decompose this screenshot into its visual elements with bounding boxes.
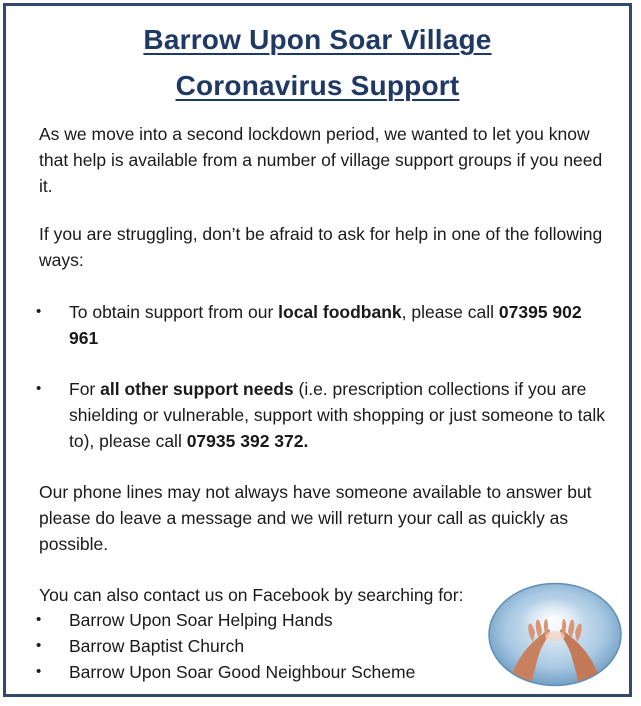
support-phone: 07935 392 372. [186, 431, 309, 451]
bullet-dot: • [36, 663, 42, 680]
facebook-group-item: Barrow Upon Soar Helping Hands [69, 610, 333, 630]
bullet-dot: • [36, 611, 42, 628]
facebook-group-item: Barrow Baptist Church [69, 636, 245, 656]
helping-hands-image [487, 582, 623, 687]
foodbank-phone: 07395 902 961 [69, 302, 582, 348]
bullet-text: (i.e. prescription collections if you are shielding or vulnerable, support with shopping or just someone to talk to), please call [69, 379, 606, 451]
bullet-text: , please call [401, 302, 499, 322]
facebook-group-item: Barrow Upon Soar Good Neighbour Scheme [69, 662, 416, 682]
intro-paragraph: As we move into a second lockdown period, we wanted to let you know that help is available from a number of village support groups if you need it. [39, 124, 603, 196]
phone-note-paragraph: Our phone lines may not always have someone available to answer but please do leave a message and we will return your call as quickly as possible. [39, 482, 592, 554]
bullet-text: For [69, 379, 101, 399]
bullet-dot: • [36, 380, 42, 397]
bullet-emphasis: local foodbank [278, 302, 402, 322]
ask-help-paragraph: If you are struggling, don’t be afraid to ask for help in one of the following ways: [39, 224, 603, 270]
bullet-dot: • [36, 637, 42, 654]
title-line-1: Barrow Upon Soar Village [143, 24, 492, 55]
bullet-dot: • [36, 303, 42, 320]
foodbank-bullet [69, 299, 614, 351]
facebook-intro: You can also contact us on Facebook by searching for: [39, 585, 464, 605]
bullet-text: To obtain support from our [69, 302, 279, 322]
title-line-2: Coronavirus Support [175, 70, 460, 101]
bullet-emphasis: all other support needs [100, 379, 294, 399]
other-support-bullet [69, 376, 619, 454]
